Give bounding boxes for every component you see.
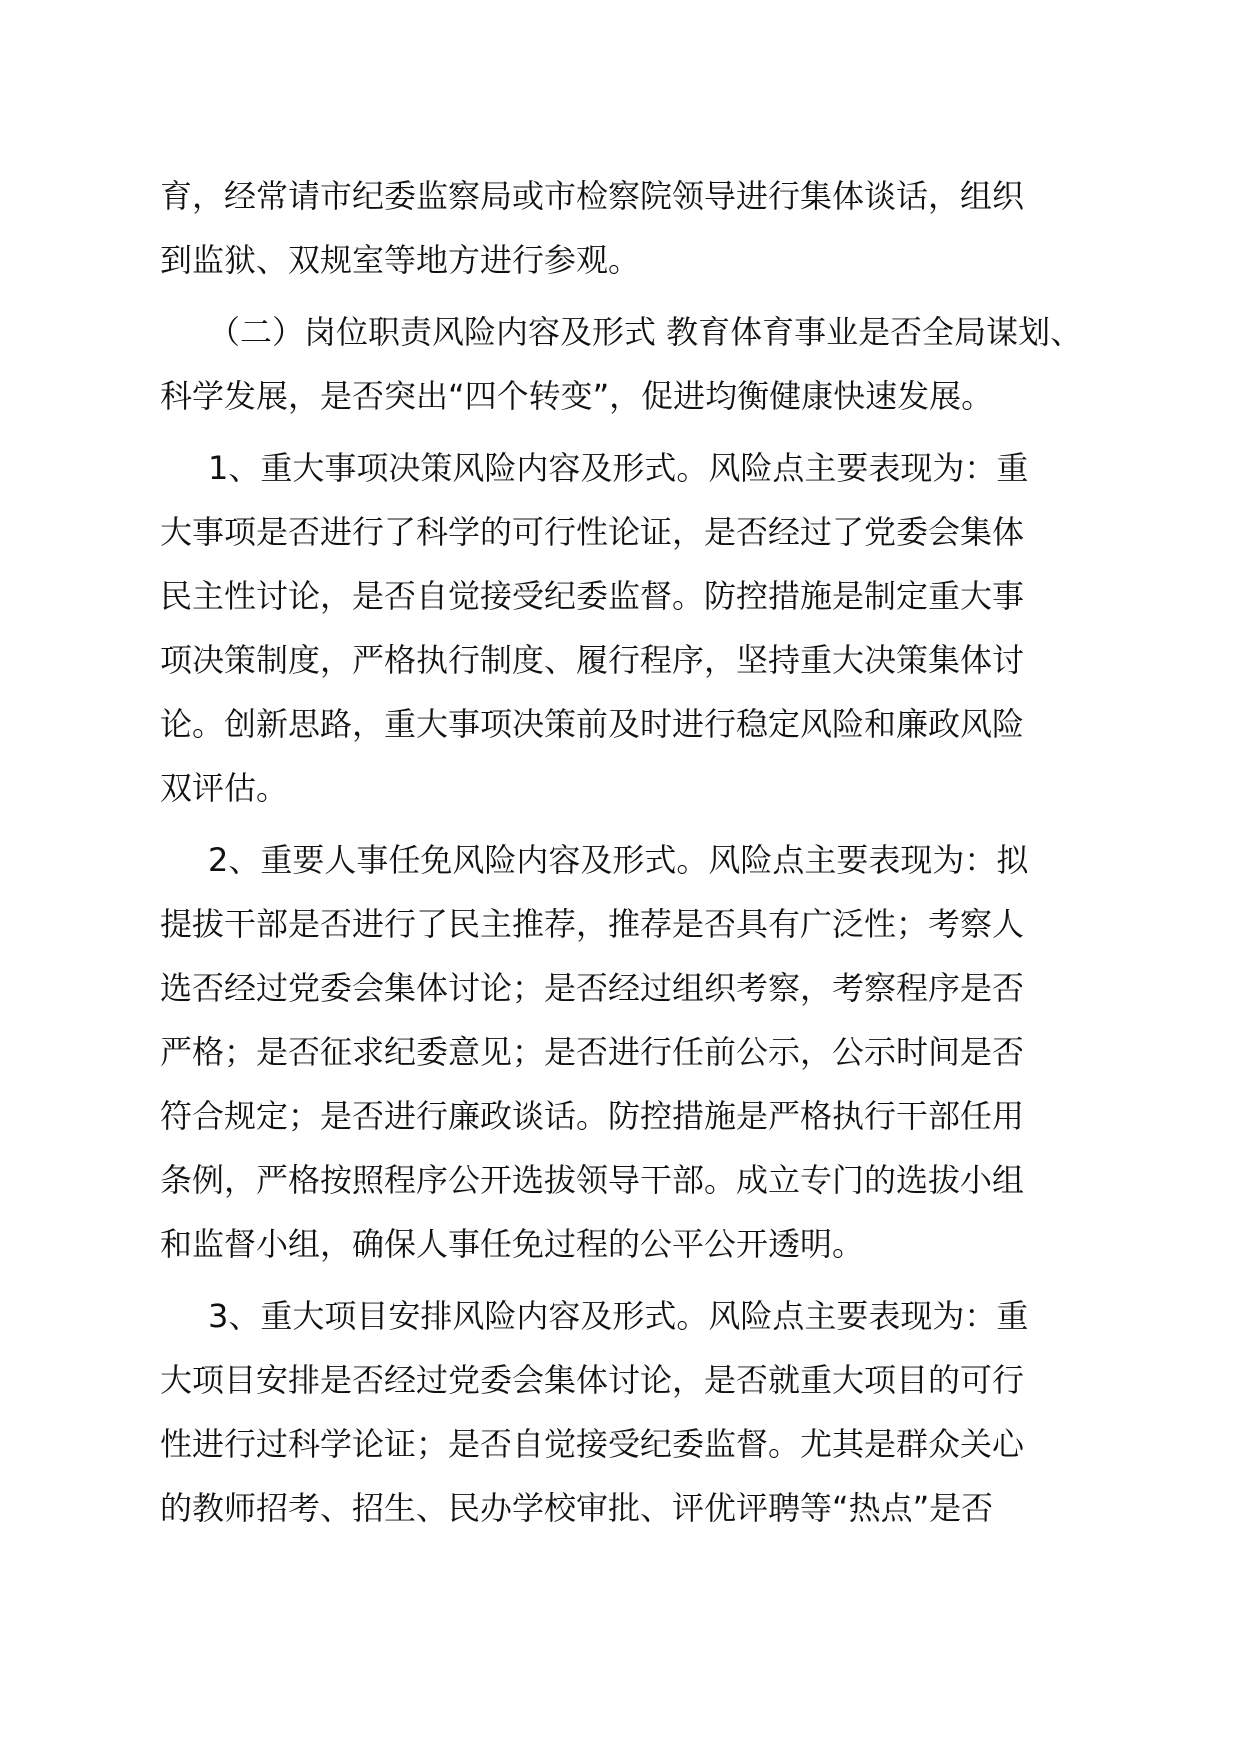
text-line: 选否经过党委会集体讨论；是否经过组织考察，考察程序是否	[160, 969, 1025, 1007]
text-line: 科学发展，是否突出“四个转变”，促进均衡健康快速发展。	[160, 377, 994, 415]
text-line: 大事项是否进行了科学的可行性论证，是否经过了党委会集体	[160, 513, 1025, 551]
text-line: 3、重大项目安排风险内容及形式。风险点主要表现为：重	[208, 1297, 1029, 1335]
text-line: 论。创新思路，重大事项决策前及时进行稳定风险和廉政风险	[160, 705, 1025, 743]
text-line: 双评估。	[160, 769, 289, 807]
text-line: 符合规定；是否进行廉政谈话。防控措施是严格执行干部任用	[160, 1097, 1025, 1135]
text-line: 育，经常请市纪委监察局或市检察院领导进行集体谈话，组织	[160, 177, 1025, 215]
text-line: 项决策制度，严格执行制度、履行程序，坚持重大决策集体讨	[160, 641, 1025, 679]
text-line: 大项目安排是否经过党委会集体讨论，是否就重大项目的可行	[160, 1361, 1025, 1399]
text-line: （二）岗位职责风险内容及形式 教育体育事业是否全局谋划、	[208, 313, 1083, 351]
text-line: 的教师招考、招生、民办学校审批、评优评聘等“热点”是否	[160, 1489, 994, 1527]
text-line: 1、重大事项决策风险内容及形式。风险点主要表现为：重	[208, 449, 1029, 487]
paragraph-section-heading	[160, 300, 1090, 428]
paragraph-item-3	[160, 1284, 1090, 1540]
paragraph-item-2	[160, 828, 1090, 1276]
text-line: 和监督小组，确保人事任免过程的公平公开透明。	[160, 1225, 865, 1263]
text-line: 到监狱、双规室等地方进行参观。	[160, 241, 641, 279]
paragraph-item-1	[160, 436, 1090, 820]
text-line: 性进行过科学论证；是否自觉接受纪委监督。尤其是群众关心	[160, 1425, 1025, 1463]
text-line: 严格；是否征求纪委意见；是否进行任前公示，公示时间是否	[160, 1033, 1025, 1071]
text-line: 条例，严格按照程序公开选拔领导干部。成立专门的选拔小组	[160, 1161, 1025, 1199]
paragraph-continuation	[160, 164, 1090, 292]
text-line: 2、重要人事任免风险内容及形式。风险点主要表现为：拟	[208, 841, 1029, 879]
text-line: 民主性讨论，是否自觉接受纪委监督。防控措施是制定重大事	[160, 577, 1025, 615]
text-line: 提拔干部是否进行了民主推荐，推荐是否具有广泛性；考察人	[160, 905, 1025, 943]
document-page	[160, 164, 1090, 1548]
